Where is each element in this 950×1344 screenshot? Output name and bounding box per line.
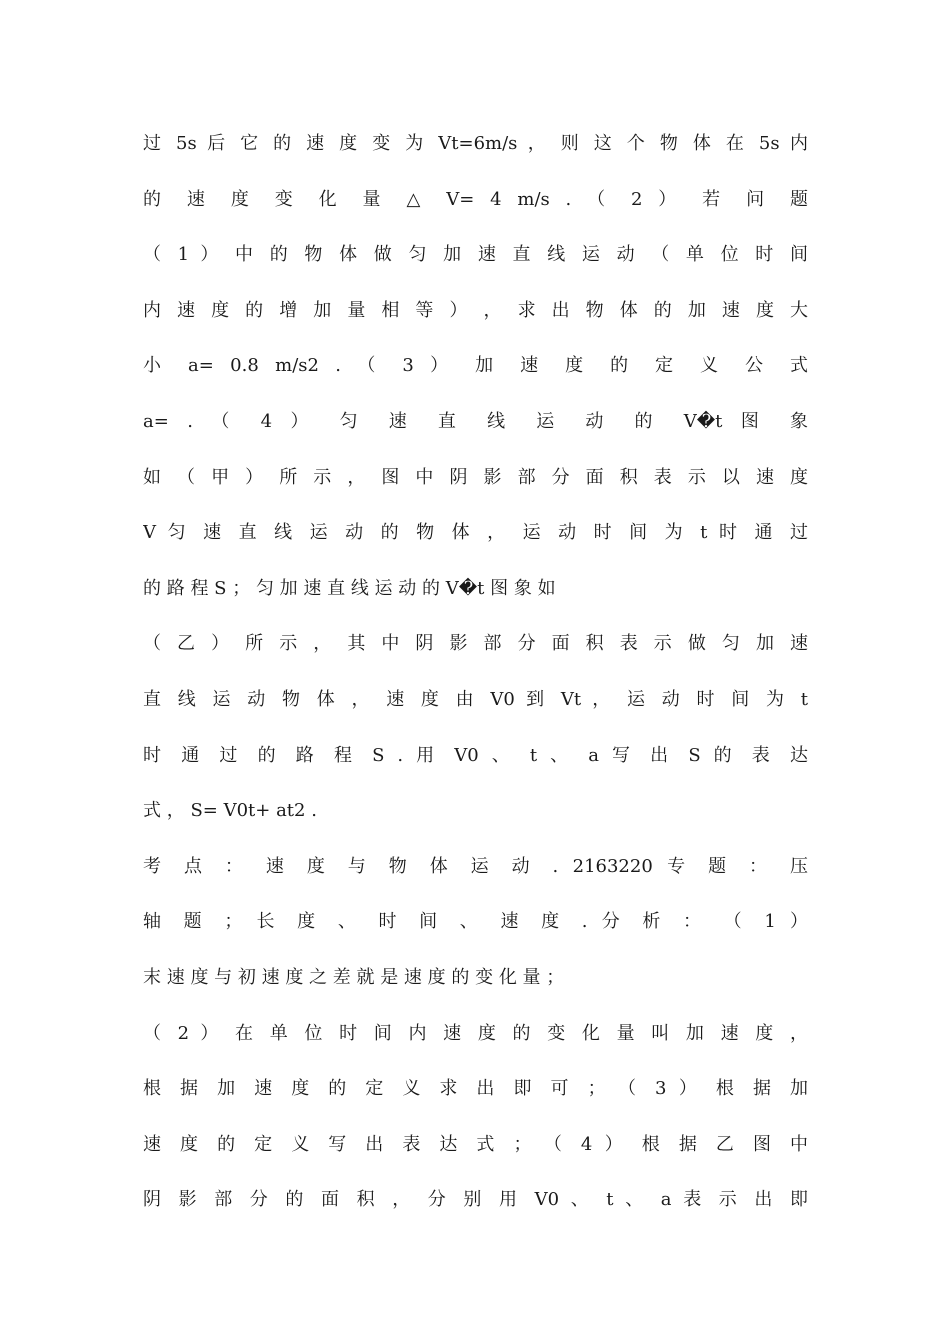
text-line: 直 线 运 动 物 体 ， 速 度 由 V0 到 Vt ， 运 动 时 间 为 t — [143, 688, 808, 710]
text-line: 轴 题 ； 长 度 、 时 间 、 速 度 . 分 析 ： （ 1 ） — [143, 911, 808, 933]
text-line: 如 （ 甲 ） 所 示 ， 图 中 阴 影 部 分 面 积 表 示 以 速 度 — [143, 466, 808, 488]
text-line: （ 1 ） 中 的 物 体 做 匀 加 速 直 线 运 动 （ 单 位 时 间 — [143, 244, 808, 266]
text-line: 考 点 ： 速 度 与 物 体 运 动 . 2163220 专 题 ： 压 — [143, 855, 808, 877]
text-line: 式 ， S= V0t+ at2 . — [143, 800, 317, 822]
text-line: 的 路 程 S ； 匀 加 速 直 线 运 动 的 V�t 图 象 如 — [143, 577, 556, 599]
text-line: 过 5s 后 它 的 速 度 变 为 Vt=6m/s ， 则 这 个 物 体 在 5s 内 — [143, 133, 808, 154]
text-line: （ 2 ） 在 单 位 时 间 内 速 度 的 变 化 量 叫 加 速 度 ， — [143, 1022, 808, 1044]
text-line: 速 度 的 定 义 写 出 表 达 式 ； （ 4 ） 根 据 乙 图 中 — [143, 1133, 808, 1155]
text-line: V 匀 速 直 线 运 动 的 物 体 ， 运 动 时 间 为 t 时 通 过 — [143, 522, 808, 544]
text-line: 根 据 加 速 度 的 定 义 求 出 即 可 ； （ 3 ） 根 据 加 — [143, 1078, 808, 1100]
text-line: 的 速 度 变 化 量 △ V= 4 m/s . （ 2 ） 若 问 题 — [143, 188, 808, 210]
text-line: a= . （ 4 ） 匀 速 直 线 运 动 的 V�t 图 象 — [143, 410, 808, 432]
text-line: 时 通 过 的 路 程 S . 用 V0 、 t 、 a 写 出 S 的 表 达 — [143, 744, 808, 766]
text-line: 小 a= 0.8 m/s2 . （ 3 ） 加 速 度 的 定 义 公 式 — [143, 355, 808, 377]
document-text-block — [143, 116, 808, 1228]
text-line: 阴 影 部 分 的 面 积 ， 分 别 用 V0 、 t 、 a 表 示 出 即 — [143, 1189, 808, 1211]
text-line: 末 速 度 与 初 速 度 之 差 就 是 速 度 的 变 化 量 ； — [143, 966, 565, 988]
text-line: 内 速 度 的 增 加 量 相 等 ） ， 求 出 物 体 的 加 速 度 大 — [143, 299, 808, 321]
text-line: （ 乙 ） 所 示 ， 其 中 阴 影 部 分 面 积 表 示 做 匀 加 速 — [143, 633, 808, 655]
